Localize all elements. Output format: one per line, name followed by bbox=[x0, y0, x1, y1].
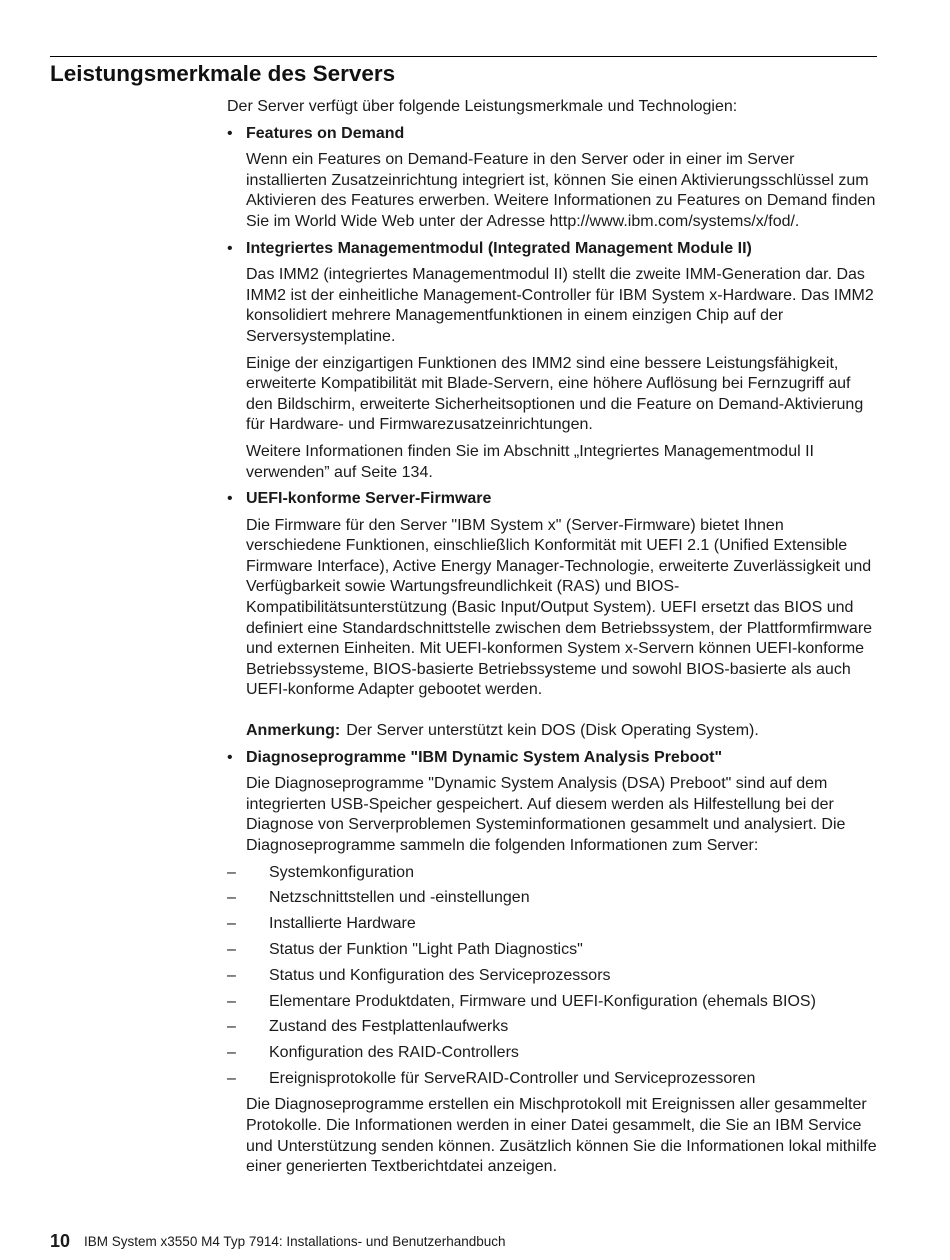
bullet-paragraph: Die Diagnoseprogramme erstellen ein Mischprotokoll mit Ereignissen aller gesammelter Protokolle. Die Informationen werden in einer Datei gesammelt, die Sie an IBM Service und Unterstützung senden können. Zusätzlich können Sie die Informationen lokal mithilfe einer generierten Textberichtdatei anzeigen. bbox=[246, 1096, 877, 1176]
section-rule bbox=[50, 56, 877, 57]
list-item bbox=[227, 1043, 877, 1064]
note-text: Der Server unterstützt kein DOS (Disk Operating System). bbox=[346, 722, 759, 740]
list-item bbox=[227, 940, 877, 961]
list-item-text: Systemkonfiguration bbox=[269, 863, 414, 881]
bullet-title: UEFI-konforme Server-Firmware bbox=[246, 490, 492, 508]
list-item-text: Ereignisprotokolle für ServeRAID-Controller und Serviceprozessoren bbox=[269, 1069, 756, 1087]
list-item-text: Status der Funktion "Light Path Diagnostics" bbox=[269, 940, 583, 958]
intro-text: Der Server verfügt über folgende Leistungsmerkmale und Technologien: bbox=[227, 98, 738, 115]
dash-marker: – bbox=[227, 889, 236, 907]
bullet-marker: • bbox=[227, 748, 233, 766]
list-item-text: Zustand des Festplattenlaufwerks bbox=[269, 1018, 509, 1036]
bullet-marker: • bbox=[227, 239, 233, 257]
list-item bbox=[227, 1069, 877, 1090]
dash-marker: – bbox=[227, 966, 236, 984]
list-item-text: Konfiguration des RAID-Controllers bbox=[269, 1044, 519, 1062]
list-item bbox=[227, 966, 877, 987]
dash-marker: – bbox=[227, 1069, 236, 1087]
bullet-paragraph: Weitere Informationen finden Sie im Abschnitt „Integriertes Managementmodul II verwenden” auf Seite 134. bbox=[246, 442, 814, 481]
bullet-features-on-demand bbox=[227, 124, 877, 233]
list-item-text: Status und Konfiguration des Serviceprozessors bbox=[269, 966, 611, 984]
bullet-dsa-preboot bbox=[227, 748, 877, 1178]
bullet-paragraph: Wenn ein Features on Demand-Feature in den Server oder in einer im Server installierten Zusatzeinrichtung integriert ist, können Sie einen Aktivierungsschlüssel zum Aktivieren des Features erwerben. Weitere Informationen zu Features on Demand finden Sie im World Wide Web unter der Adresse http://www.ibm.com/systems/x/fod/. bbox=[246, 151, 876, 230]
bullet-paragraph: Die Firmware für den Server "IBM System x" (Server-Firmware) bietet Ihnen verschiedene Funktionen, einschließlich Konformität mit UEFI 2.1 (Unified Extensible Firmware Interface), Active Energy Manager-Technologie, erweiterte Zuverlässigkeit und Verfügbarkeit sowie Wartungsfreundlichkeit (RAS) und BIOS-Kompatibilitätsunterstützung (Basic Input/Output System). UEFI ersetzt das BIOS und definiert eine Standardschnittstelle zwischen dem Betriebssystem, der Plattformfirmware und externen Einheiten. Mit UEFI-konformen System x-Servern können UEFI-konforme Betriebssysteme, BIOS-basierte Betriebssysteme und sowohl BIOS-basierte als auch UEFI-konforme Adapter gebootet werden. bbox=[246, 516, 873, 699]
bullet-paragraph: Die Diagnoseprogramme "Dynamic System Analysis (DSA) Preboot" sind auf dem integrierten USB-Speicher gespeichert. Auf diesem werden als Hilfestellung bei der Diagnose von Serverproblemen Systeminformationen gesammelt und analysiert. Die Diagnoseprogramme sammeln die folgenden Informationen zum Server: bbox=[246, 775, 846, 854]
footer-text: IBM System x3550 M4 Typ 7914: Installations- und Benutzerhandbuch bbox=[84, 1234, 506, 1249]
bullet-paragraph: Einige der einzigartigen Funktionen des IMM2 sind eine bessere Leistungsfähigkeit, erweiterte Kompatibilität mit Blade-Servern, eine höhere Auflösung bei Fernzugriff auf den Bildschirm, erweiterte Sicherheitsoptionen und die Feature on Demand-Aktivierung für Hardware- und Firmwarezusatzeinrichtungen. bbox=[246, 354, 864, 434]
dash-marker: – bbox=[227, 915, 236, 933]
bullet-title: Features on Demand bbox=[246, 124, 405, 142]
list-item bbox=[227, 1017, 877, 1038]
bullet-marker: • bbox=[227, 124, 233, 142]
list-item bbox=[227, 914, 877, 935]
bullet-imm2 bbox=[227, 239, 877, 484]
section-title: Leistungsmerkmale des Servers bbox=[50, 61, 396, 86]
page-footer bbox=[50, 1230, 506, 1253]
main-content bbox=[227, 97, 877, 1184]
list-item-text: Installierte Hardware bbox=[269, 915, 416, 933]
dash-marker: – bbox=[227, 1018, 236, 1036]
dash-marker: – bbox=[227, 992, 236, 1010]
bullet-paragraph: Das IMM2 (integriertes Managementmodul II) stellt die zweite IMM-Generation dar. Das IMM2 ist der einheitliche Management-Controller für IBM System x-Hardware. Das IMM2 konsolidiert mehrere Managementfunktionen in einem einzigen Chip auf der Serversystemplatine. bbox=[246, 266, 874, 345]
list-item-text: Elementare Produktdaten, Firmware und UEFI-Konfiguration (ehemals BIOS) bbox=[269, 992, 816, 1010]
list-item bbox=[227, 992, 877, 1013]
dsa-info-list bbox=[227, 863, 877, 1090]
bullet-marker: • bbox=[227, 490, 233, 508]
bullet-uefi-firmware bbox=[227, 489, 877, 742]
list-item-text: Netzschnittstellen und -einstellungen bbox=[269, 889, 530, 907]
page-number: 10 bbox=[50, 1231, 71, 1251]
dash-marker: – bbox=[227, 863, 236, 881]
list-item bbox=[227, 863, 877, 884]
list-item bbox=[227, 888, 877, 909]
note-label: Anmerkung: bbox=[246, 722, 341, 740]
bullet-title: Diagnoseprogramme "IBM Dynamic System Analysis Preboot" bbox=[246, 748, 723, 766]
dash-marker: – bbox=[227, 940, 236, 958]
note bbox=[246, 721, 877, 742]
dash-marker: – bbox=[227, 1044, 236, 1062]
bullet-title: Integriertes Managementmodul (Integrated Management Module II) bbox=[246, 239, 752, 257]
